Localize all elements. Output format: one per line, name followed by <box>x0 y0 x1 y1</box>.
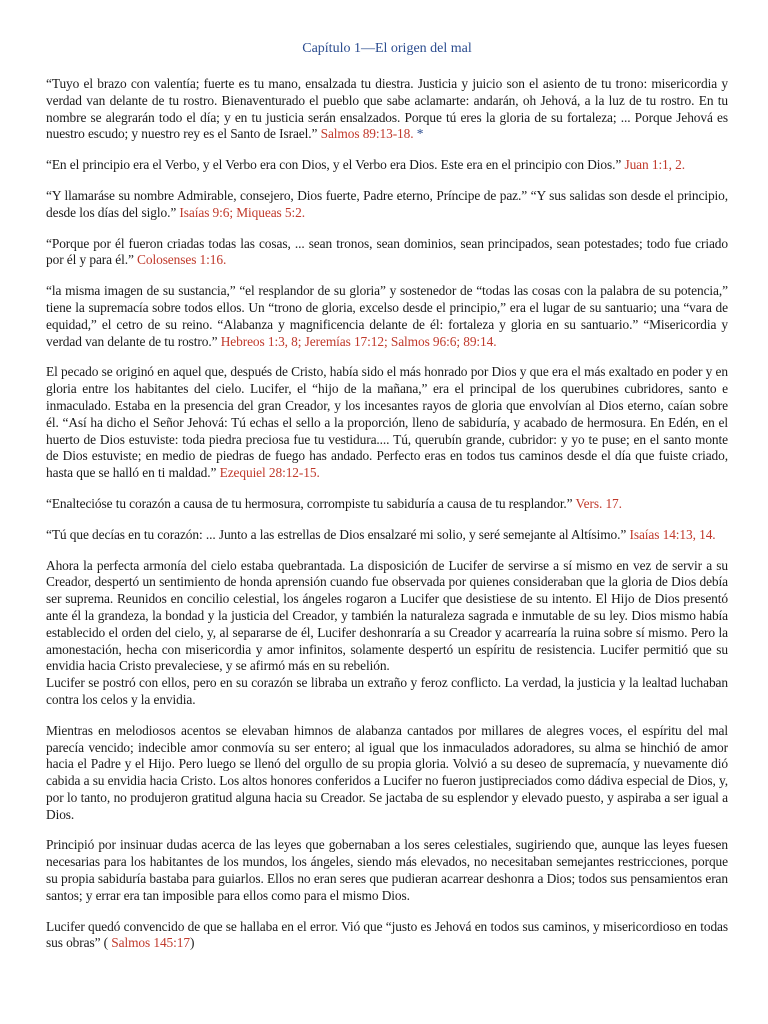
paragraph-text: “la misma imagen de su sustancia,” “el resplandor de su gloria” y sostenedor de “todas las cosas con la palabra de su potencia,” tiene la supremacía sobre todos ellos. Un “trono de gloria, excelso desde el principio,” era el lugar de su santuario; una “vara de equidad,” el cetro de su reino. “Alabanza y magnificencia delante de él: fortaleza y gloria en su santuario.” “Misericordia y verdad van delante de tu rostro.” <box>46 283 728 349</box>
chapter-title: Capítulo 1—El origen del mal <box>302 41 472 56</box>
reference-tail: . <box>301 204 305 220</box>
paragraph <box>46 496 728 513</box>
paragraph-text: “Tú que decías en tu corazón: ... Junto a las estrellas de Dios ensalzaré mi solio, y seré semejante al Altísimo.” <box>46 526 627 542</box>
scripture-reference-link[interactable]: Vers. 17 <box>575 495 619 511</box>
reference-tail: . <box>618 495 622 511</box>
scripture-reference-link[interactable]: Ezequiel 28:12-15 <box>219 465 317 481</box>
reference-separator: ; <box>383 333 391 349</box>
document-body <box>46 76 728 952</box>
paragraph-text: Lucifer se postró con ellos, pero en su corazón se libraba un extraño y feroz conflicto. La verdad, la justicia y la lealtad luchaban contra los celos y la envidia. <box>46 675 728 707</box>
reference-tail: . <box>222 252 227 268</box>
paragraph <box>46 558 728 676</box>
reference-separator: ; <box>297 333 305 349</box>
scripture-reference-link[interactable]: Salmos 145:17 <box>111 935 190 951</box>
scripture-reference-link[interactable]: Salmos 96:6 <box>390 333 457 349</box>
scripture-reference-link[interactable]: Jeremías 17:12 <box>304 333 384 349</box>
paragraph-text: “En el principio era el Verbo, y el Verbo era con Dios, y el Verbo era Dios. Este era en el principio con Dios.” <box>46 157 622 173</box>
paragraph <box>46 723 728 824</box>
scripture-reference-link[interactable]: Hebreos 1:3, 8 <box>220 333 298 349</box>
paragraph <box>46 919 728 953</box>
scripture-reference-link[interactable]: Salmos 89:13-18. <box>320 126 414 142</box>
paragraph <box>46 76 728 143</box>
scripture-reference-link[interactable]: 89:14 <box>463 333 494 349</box>
paragraph <box>46 236 728 270</box>
scripture-reference-link[interactable]: Isaías 9:6 <box>179 204 230 220</box>
paragraph <box>46 283 728 350</box>
reference-tail: . <box>316 465 320 481</box>
paragraph-text: Lucifer quedó convencido de que se hallaba en el error. Vió que “justo es Jehová en todos sus caminos, y misericordioso en todas sus obras” ( <box>46 918 728 951</box>
paragraph <box>46 364 728 482</box>
paragraph-text: Mientras en melodiosos acentos se elevaban himnos de alabanza cantados por millares de alegres voces, el espíritu del mal parecía vencido; indecible amor conmovía su ser entero; al igual que los inmaculados adoradores, su alma se hinchió de amor hacia el Padre y el Hijo. Pero luego se llenó del orgullo de su propia gloria. Volvió a su deseo de supremacía, y nuevamente dió cabida a su envidia hacia Cristo. Los altos honores conferidos a Lucifer no fueron justipreciados como dádiva especial de Dios, y, por lo tanto, no produjeron gratitud alguna hacia su Creador. Se jactaba de su esplendor y elevado puesto, y aspiraba a ser igual a Dios. <box>46 722 728 822</box>
scripture-reference-link[interactable]: Isaías 14:13, 14. <box>629 526 716 542</box>
paragraph <box>46 157 728 174</box>
paragraph-text: “Porque por él fueron criadas todas las cosas, ... sean tronos, sean dominios, sean principados, sean potestades; todo fue criado por él y para él.” <box>46 235 728 268</box>
scripture-reference-link[interactable]: Juan 1:1, 2. <box>624 157 685 173</box>
paragraph <box>46 675 728 709</box>
paragraph <box>46 527 728 544</box>
footnote-marker[interactable]: * <box>416 126 424 142</box>
paragraph-text: El pecado se originó en aquel que, después de Cristo, había sido el más honrado por Dios y que era el más exaltado en poder y en gloria entre los habitantes del cielo. Lucifer, el “hijo de la mañana,” era el principal de los querubines cubridores, santo e inmaculado. Estaba en la presencia del gran Creador, y los incesantes rayos de gloria que envolvían al Dios eterno, caían sobre él. “Así ha dicho el Señor Jehová: Tú echas el sello a la proporción, lleno de sabiduría, y acabado de hermosura. En Edén, en el huerto de Dios estuviste: toda piedra preciosa fue tu vestidura.... Tú, querubín grande, cubridor: y yo te puse; en el santo monte de Dios estuviste; en medio de piedras de fuego has andado. Perfecto eras en todos tus caminos desde el día que fuiste criado, hasta que se halló en ti maldad.” <box>46 364 728 481</box>
paragraph-text: “Enaltecióse tu corazón a causa de tu hermosura, corrompiste tu sabiduría a causa de tu resplandor.” <box>46 495 573 511</box>
paragraph <box>46 188 728 222</box>
reference-separator: ; <box>456 333 464 349</box>
paragraph-text: Ahora la perfecta armonía del cielo estaba quebrantada. La disposición de Lucifer de servirse a sí mismo en vez de servir a su Creador, despertó un sentimiento de honda aprensión cuando fue observada por quienes consideraban que la gloria de Dios debía ser suprema. Reunidos en concilio celestial, los ángeles rogaron a Lucifer que desistiese de su intento. El Hijo de Dios presentó ante él la grandeza, la bondad y la justicia del Creador, y también la naturaleza sagrada e inmutable de su ley. Dios mismo había establecido el orden del cielo, y, al separarse de él, Lucifer deshonraría a su Creador y acarrearía la ruina sobre sí mismo. Pero la amonestación, hecha con misericordia y amor infinitos, solamente despertó un espíritu de resistencia. Lucifer permitió que su envidia hacia Cristo prevaleciese, y se afirmó más en su rebelión. <box>46 557 728 674</box>
paragraph <box>46 837 728 904</box>
scripture-reference-link[interactable]: Miqueas 5:2 <box>236 204 302 220</box>
reference-tail: ) <box>189 935 195 951</box>
paragraph-text: “Tuyo el brazo con valentía; fuerte es tu mano, ensalzada tu diestra. Justicia y juicio son el asiento de tu trono: misericordia y verdad van delante de tu rostro. Bienaventurado el pueblo que sabe aclamarte: andarán, oh Jehová, a la luz de tu rostro. En tu nombre se alegrarán todo el día; y en tu justicia serán ensalzados. Porque tú eres la gloria de su fortaleza; ... Porque Jehová es nuestro escudo; y nuestro rey es el Santo de Israel.” <box>46 76 728 142</box>
scripture-reference-link[interactable]: Colosenses 1:16 <box>137 252 223 268</box>
paragraph-text: Principió por insinuar dudas acerca de las leyes que gobernaban a los seres celestiales, sugiriendo que, aunque las leyes fuesen necesarias para los habitantes de los mundos, los ángeles, siendo más elevados, no necesitaban semejantes restricciones, porque su propia sabiduría bastaba para guiarlos. Ellos no eran seres que pudieran acarrear deshonra a Dios; todos sus pensamientos eran santos; y errar era tan imposible para ellos como para el mismo Dios. <box>46 837 728 903</box>
reference-tail: . <box>493 333 497 349</box>
paragraph-text: “Y llamaráse su nombre Admirable, consejero, Dios fuerte, Padre eterno, Príncipe de paz.” “Y sus salidas son desde el principio, desde los días del siglo.” <box>46 187 728 220</box>
reference-separator: ; <box>229 204 237 220</box>
